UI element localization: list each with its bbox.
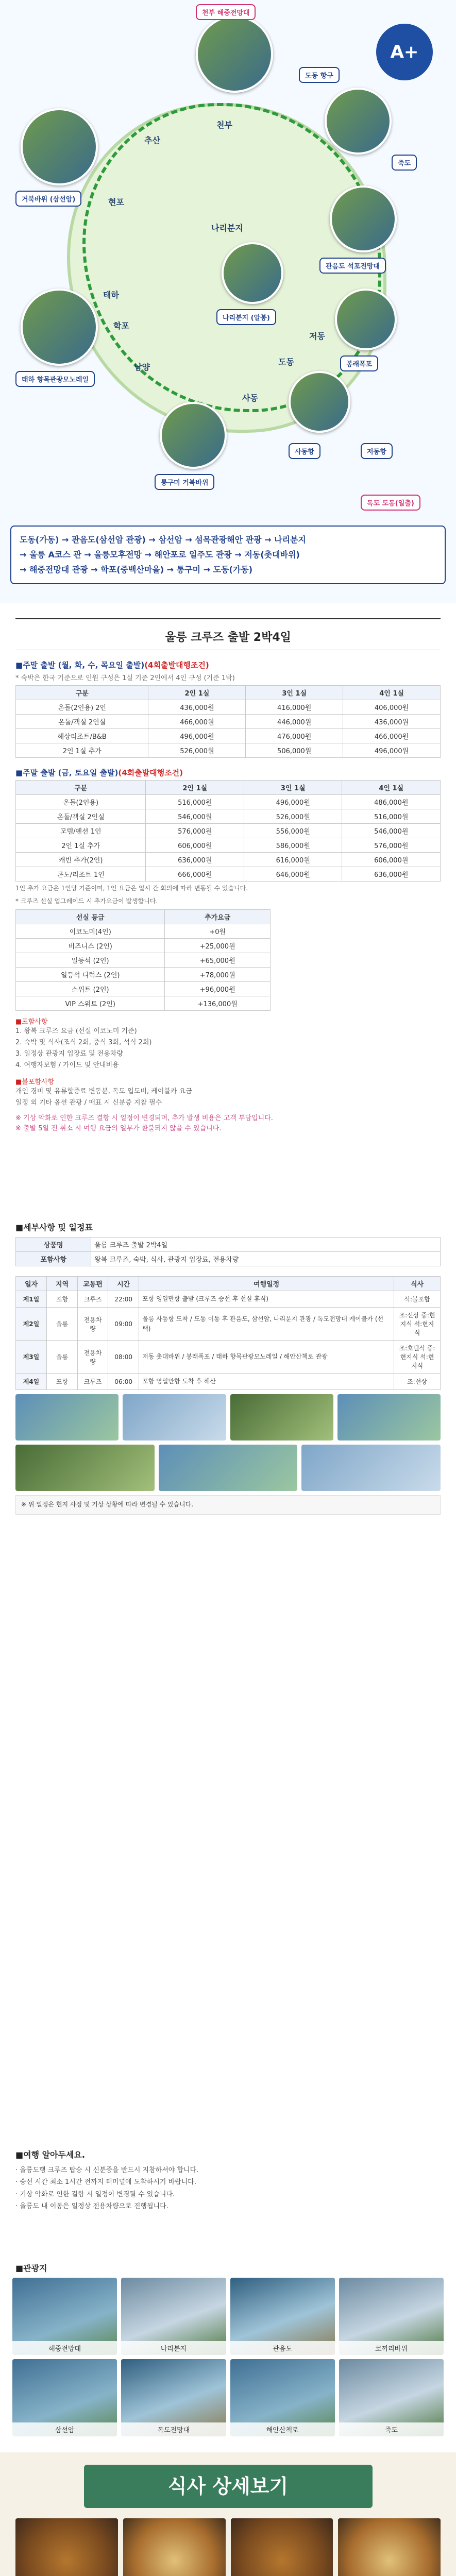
text-line: 3. 일정상 관광지 입장료 및 전용차량: [15, 1050, 123, 1058]
route-legend: [10, 526, 446, 584]
tag-nari: 나리분지 (알봉): [216, 309, 276, 325]
itinerary-section: [15, 1221, 441, 2128]
photo-bongrae: [335, 289, 397, 350]
table-row: [16, 982, 271, 996]
itinerary-header: 지역: [47, 1277, 78, 1291]
table-cell: 516,000원: [146, 795, 244, 809]
food-photo: [15, 2518, 118, 2576]
place-namyang: 남양: [134, 362, 150, 372]
table-row: [16, 853, 441, 867]
photo-dodong: [289, 371, 350, 433]
photo: [15, 1394, 119, 1440]
info-value: 울릉 크루즈 출발 2박4일: [91, 1238, 441, 1252]
notice-section: [15, 2148, 441, 2213]
table-cell: 606,000원: [146, 838, 244, 853]
place-jeodong: 저동: [309, 331, 325, 341]
sight-label: 해안산책로: [230, 2422, 335, 2436]
itinerary-description: 포항 영일만항 도착 후 해산: [139, 1374, 394, 1390]
sight-label: 나리분지: [121, 2341, 226, 2355]
itinerary-time: 22:00: [108, 1291, 139, 1308]
notice-title: ■여행 알아두세요.: [15, 2150, 85, 2160]
table-cell: 526,000원: [148, 743, 246, 758]
table-cell: 556,000원: [244, 824, 342, 838]
sights-title: ■관광지: [15, 2263, 47, 2273]
itinerary-meal: 조:선상 중:현지식 석:현지식: [394, 1308, 441, 1341]
itinerary-header: 시간: [108, 1277, 139, 1291]
itinerary-day: 제4일: [16, 1374, 47, 1390]
table-header: 2인 1실: [146, 781, 244, 795]
table-header: 구분: [16, 781, 146, 795]
text-line: ※ 기상 악화로 인한 크루즈 결항 시 일정이 변경되며, 추가 발생 비용은 고객 부담입니다.: [15, 1114, 273, 1122]
itinerary-info-table: [15, 1237, 441, 1266]
sight-card: [339, 2278, 444, 2355]
table-cell: 546,000원: [342, 824, 441, 838]
table-cell: 476,000원: [246, 729, 343, 743]
weekend-title: ■주말 출발 (금, 토요일 출발)(4회출발대행조건): [15, 768, 183, 777]
table-cell: 466,000원: [343, 729, 441, 743]
tag-bongrae: 봉래폭포: [340, 355, 378, 371]
tag-dodong-port: 도동 항구: [299, 67, 340, 83]
itinerary-day: 제2일: [16, 1308, 47, 1341]
grade-badge: A+: [376, 24, 433, 80]
itinerary-row: [16, 1341, 441, 1374]
table-header: 추가요금: [165, 910, 271, 924]
table-row: [16, 939, 271, 953]
table-cell: 온돌/객실 2인실: [16, 715, 148, 729]
table-cell: 모텔/펜션 1인: [16, 824, 146, 838]
table-header: 3인 1실: [246, 686, 343, 700]
legend-line: → 울릉 A코스 관 → 울릉모후전망 → 해안포로 일주도 관광 → 저동(촛대바위): [20, 549, 300, 560]
cabin-note: * 크루즈 선실 업그레이드 시 추가요금이 발생합니다.: [15, 897, 158, 905]
tag-jeodong: 저동항: [361, 443, 393, 459]
table-cell: 446,000원: [246, 715, 343, 729]
table-cell: +65,000원: [165, 953, 271, 968]
table-cell: 비즈니스 (2인): [16, 939, 165, 953]
itinerary-photos: [15, 1445, 441, 1491]
place-hakpo: 학포: [113, 321, 129, 331]
itinerary-time: 08:00: [108, 1341, 139, 1374]
sight-label: 삼선암: [12, 2422, 117, 2436]
photo-samseonam: [21, 108, 98, 185]
info-label: 포함사항: [16, 1252, 91, 1266]
table-cell: 436,000원: [343, 715, 441, 729]
legend-line: 도동(가동) → 관음도(삼선암 관광) → 삼선암 → 섬목관광해안 관광 → 나리분지: [20, 535, 306, 545]
price-title: 울릉 크루즈 출발 2박4일: [15, 618, 441, 650]
table-cell: 616,000원: [244, 853, 342, 867]
itinerary-transport: 전용차량: [78, 1308, 108, 1341]
weekday-price-table: [15, 685, 441, 758]
table-cell: 해상리조트/B&B: [16, 729, 148, 743]
table-cell: 2인 1실 추가: [16, 743, 148, 758]
photo: [15, 1445, 155, 1491]
food-banner[interactable]: 식사 상세보기: [84, 2465, 373, 2508]
place-taeha: 태하: [103, 290, 119, 300]
itinerary-location: 울릉: [47, 1341, 78, 1374]
place-cheonbu: 천부: [216, 120, 232, 130]
notice-list: [15, 2164, 441, 2213]
itinerary-note: ※ 위 일정은 현지 사정 및 기상 상황에 따라 변경될 수 있습니다.: [15, 1495, 441, 1514]
itinerary-location: 포항: [47, 1374, 78, 1390]
sights-grid: [0, 2278, 456, 2436]
text-line: 2. 숙박 및 식사(조식 2회, 중식 3회, 석식 2회): [15, 1039, 152, 1047]
table-cell: 646,000원: [244, 867, 342, 882]
place-chusan: 추산: [144, 135, 160, 145]
photo: [337, 1394, 441, 1440]
itinerary-location: 울릉: [47, 1308, 78, 1341]
sight-card: [230, 2278, 335, 2355]
table-cell: 516,000원: [342, 809, 441, 824]
itinerary-table: [15, 1276, 441, 1390]
place-dodong: 도동: [278, 357, 294, 367]
photo: [301, 1445, 441, 1491]
table-cell: 스위트 (2인): [16, 982, 165, 996]
price-section: [15, 618, 441, 1200]
table-header: 구분: [16, 686, 148, 700]
photo: [230, 1394, 333, 1440]
table-row: [16, 968, 271, 982]
table-cell: 496,000원: [148, 729, 246, 743]
table-row: [16, 953, 271, 968]
itinerary-title: ■세부사항 및 일정표: [15, 1223, 93, 1232]
table-cell: 온돌/객실 2인실: [16, 809, 146, 824]
tag-gwaneumdo: 관음도 석포전망대: [319, 258, 386, 274]
place-nari: 나리분지: [211, 223, 243, 233]
photo: [159, 1445, 298, 1491]
sight-label: 독도전망대: [121, 2422, 226, 2436]
tag-jukdo: 죽도: [392, 155, 417, 171]
table-header: 4인 1실: [343, 686, 441, 700]
place-hyeonpo: 현포: [108, 197, 124, 207]
itinerary-transport: 크루즈: [78, 1291, 108, 1308]
itinerary-description: 포항 영일만항 출발 (크루즈 승선 후 선실 휴식): [139, 1291, 394, 1308]
sight-card: [230, 2359, 335, 2436]
sight-card: [12, 2278, 117, 2355]
table-cell: 486,000원: [342, 795, 441, 809]
photo-gwaneumdo: [330, 185, 397, 252]
itinerary-day: 제3일: [16, 1341, 47, 1374]
table-row: [16, 838, 441, 853]
excluded-list: [15, 1086, 441, 1109]
table-cell: 2인 1실 추가: [16, 838, 146, 853]
itinerary-meal: 조:선상: [394, 1374, 441, 1390]
sight-card: [121, 2359, 226, 2436]
table-cell: +78,000원: [165, 968, 271, 982]
weekend-note: 1인 추가 요금은 1인당 기준이며, 1인 요금은 일시 간 회의에 따라 변동될 수 있습니다.: [15, 885, 248, 892]
table-cell: 666,000원: [146, 867, 244, 882]
sights-section: [0, 2262, 456, 2436]
table-cell: 496,000원: [343, 743, 441, 758]
table-cell: 406,000원: [343, 700, 441, 715]
table-cell: 416,000원: [246, 700, 343, 715]
table-row: [16, 729, 441, 743]
photo: [123, 1394, 226, 1440]
included-list: [15, 1026, 441, 1071]
table-cell: 576,000원: [342, 838, 441, 853]
info-row: [16, 1252, 441, 1266]
text-line: · 울릉도행 크루즈 탑승 시 신분증을 반드시 지참하셔야 합니다.: [15, 2166, 199, 2174]
photo-nari: [222, 242, 283, 304]
photo-haejung: [196, 15, 273, 93]
text-line: · 기상 악화로 인한 결항 시 일정이 변경될 수 있습니다.: [15, 2190, 175, 2198]
text-line: 1. 왕복 크루즈 요금 (선실 이코노미 기준): [15, 1027, 137, 1035]
itinerary-location: 포항: [47, 1291, 78, 1308]
warning-list: [15, 1113, 441, 1135]
itinerary-header: 교통편: [78, 1277, 108, 1291]
itinerary-description: 저동 촛대바위 / 봉래폭포 / 태하 향목관광모노레일 / 해안산책로 관광: [139, 1341, 394, 1374]
sight-card: [121, 2278, 226, 2355]
food-section: [0, 2452, 456, 2576]
table-row: [16, 809, 441, 824]
info-value: 왕복 크루즈, 숙박, 식사, 관광지 입장료, 전용차량: [91, 1252, 441, 1266]
itinerary-transport: 전용차량: [78, 1341, 108, 1374]
text-line: ※ 출발 5일 전 취소 시 여행 요금의 일부가 환불되지 않을 수 있습니다.: [15, 1125, 222, 1133]
table-cell: 586,000원: [244, 838, 342, 853]
info-row: [16, 1238, 441, 1252]
table-header: 선실 등급: [16, 910, 165, 924]
itinerary-time: 06:00: [108, 1374, 139, 1390]
table-cell: 636,000원: [342, 867, 441, 882]
table-cell: 436,000원: [148, 700, 246, 715]
table-cell: 일등석 (2인): [16, 953, 165, 968]
table-cell: 496,000원: [244, 795, 342, 809]
text-line: 일정 외 기타 옵션 관광 / 매표 시 신분증 지참 필수: [15, 1099, 162, 1107]
table-header: 4인 1실: [342, 781, 441, 795]
table-cell: +96,000원: [165, 982, 271, 996]
table-cell: +136,000원: [165, 996, 271, 1011]
table-cell: 506,000원: [246, 743, 343, 758]
table-cell: +0원: [165, 924, 271, 939]
table-row: [16, 715, 441, 729]
tag-haejung: 천부 해중전망대: [196, 4, 256, 20]
excluded-title: ■불포함사항: [15, 1078, 55, 1087]
included-title: ■포함사항: [15, 1018, 48, 1026]
place-sadong: 사동: [242, 393, 258, 403]
itinerary-description: 울릉 사동항 도착 / 도동 이동 후 관음도, 삼선암, 나리분지 관광 / 독도전망대 케이블카 (선택): [139, 1308, 394, 1341]
sight-label: 관음도: [230, 2341, 335, 2355]
itinerary-row: [16, 1291, 441, 1308]
itinerary-header: 일자: [16, 1277, 47, 1291]
food-photo: [231, 2518, 333, 2576]
info-label: 상품명: [16, 1238, 91, 1252]
table-cell: 606,000원: [342, 853, 441, 867]
legend-line: → 해중전망대 관광 → 학포(중백산마을) → 통구미 → 도동(가동): [20, 564, 253, 574]
cabin-upgrade-table: [15, 909, 271, 1011]
sight-label: 죽도: [339, 2422, 444, 2436]
text-line: · 승선 시간 최소 1시간 전까지 터미널에 도착하시기 바랍니다.: [15, 2178, 196, 2187]
itinerary-row: [16, 1374, 441, 1390]
itinerary-meal: 조:호텔식 중:현지식 석:현지식: [394, 1341, 441, 1374]
table-row: [16, 824, 441, 838]
table-cell: 546,000원: [146, 809, 244, 824]
photo-tonggumi: [160, 402, 227, 469]
table-cell: 526,000원: [244, 809, 342, 824]
weekday-title: ■주말 출발 (월, 화, 수, 목요일 출발)(4회출발대행조건): [15, 660, 209, 670]
text-line: · 울릉도 내 이동은 일정상 전용차량으로 진행됩니다.: [15, 2202, 168, 2211]
tag-sadong: 사동항: [289, 443, 320, 459]
weekday-note: * 숙박은 한국 기준으로 인원 구성은 1실 기준 2인에서 4인 구성 (기준 1박): [15, 674, 235, 682]
text-line: 4. 여행자보험 / 가이드 및 안내비용: [15, 1061, 119, 1070]
table-cell: 636,000원: [146, 853, 244, 867]
table-cell: 온돌(2인용): [16, 795, 146, 809]
photo-jukdo: [325, 88, 392, 155]
table-cell: 캐빈 추가(2인): [16, 853, 146, 867]
itinerary-meal: 석:불포함: [394, 1291, 441, 1308]
itinerary-photos: [15, 1394, 441, 1440]
table-cell: 466,000원: [148, 715, 246, 729]
tag-samseonam: 거북바위 (삼선암): [15, 191, 81, 207]
table-row: [16, 924, 271, 939]
sight-label: 해중전망대: [12, 2341, 117, 2355]
food-photo: [123, 2518, 226, 2576]
tag-taeha: 태하 향목관광모노레일: [15, 371, 95, 387]
table-row: [16, 867, 441, 882]
photo-taeha: [21, 289, 98, 366]
table-row: [16, 700, 441, 715]
island-map: [0, 0, 456, 603]
sight-label: 코끼리바위: [339, 2341, 444, 2355]
weekend-price-table: [15, 780, 441, 882]
table-row: [16, 996, 271, 1011]
tag-dokdo: 독도 도동(일출): [361, 495, 420, 511]
itinerary-row: [16, 1308, 441, 1341]
table-header: 2인 1실: [148, 686, 246, 700]
itinerary-day: 제1일: [16, 1291, 47, 1308]
table-cell: 576,000원: [146, 824, 244, 838]
itinerary-header: 여행일정: [139, 1277, 394, 1291]
table-cell: 온돌(2인용) 2인: [16, 700, 148, 715]
table-cell: VIP 스위트 (2인): [16, 996, 165, 1011]
food-photos: [0, 2508, 456, 2576]
table-row: [16, 795, 441, 809]
table-cell: 일등석 디럭스 (2인): [16, 968, 165, 982]
table-header: 3인 1실: [244, 781, 342, 795]
food-photo: [338, 2518, 441, 2576]
tag-tonggumi: 통구미 거북바위: [155, 474, 214, 490]
table-row: [16, 743, 441, 758]
text-line: 개인 경비 및 유류할증료 변동분, 독도 입도비, 케이블카 요금: [15, 1088, 192, 1096]
sight-card: [12, 2359, 117, 2436]
table-cell: 이코노미(4인): [16, 924, 165, 939]
itinerary-transport: 크루즈: [78, 1374, 108, 1390]
itinerary-header: 식사: [394, 1277, 441, 1291]
table-cell: 콘도/리조트 1인: [16, 867, 146, 882]
table-cell: +25,000원: [165, 939, 271, 953]
itinerary-time: 09:00: [108, 1308, 139, 1341]
sight-card: [339, 2359, 444, 2436]
